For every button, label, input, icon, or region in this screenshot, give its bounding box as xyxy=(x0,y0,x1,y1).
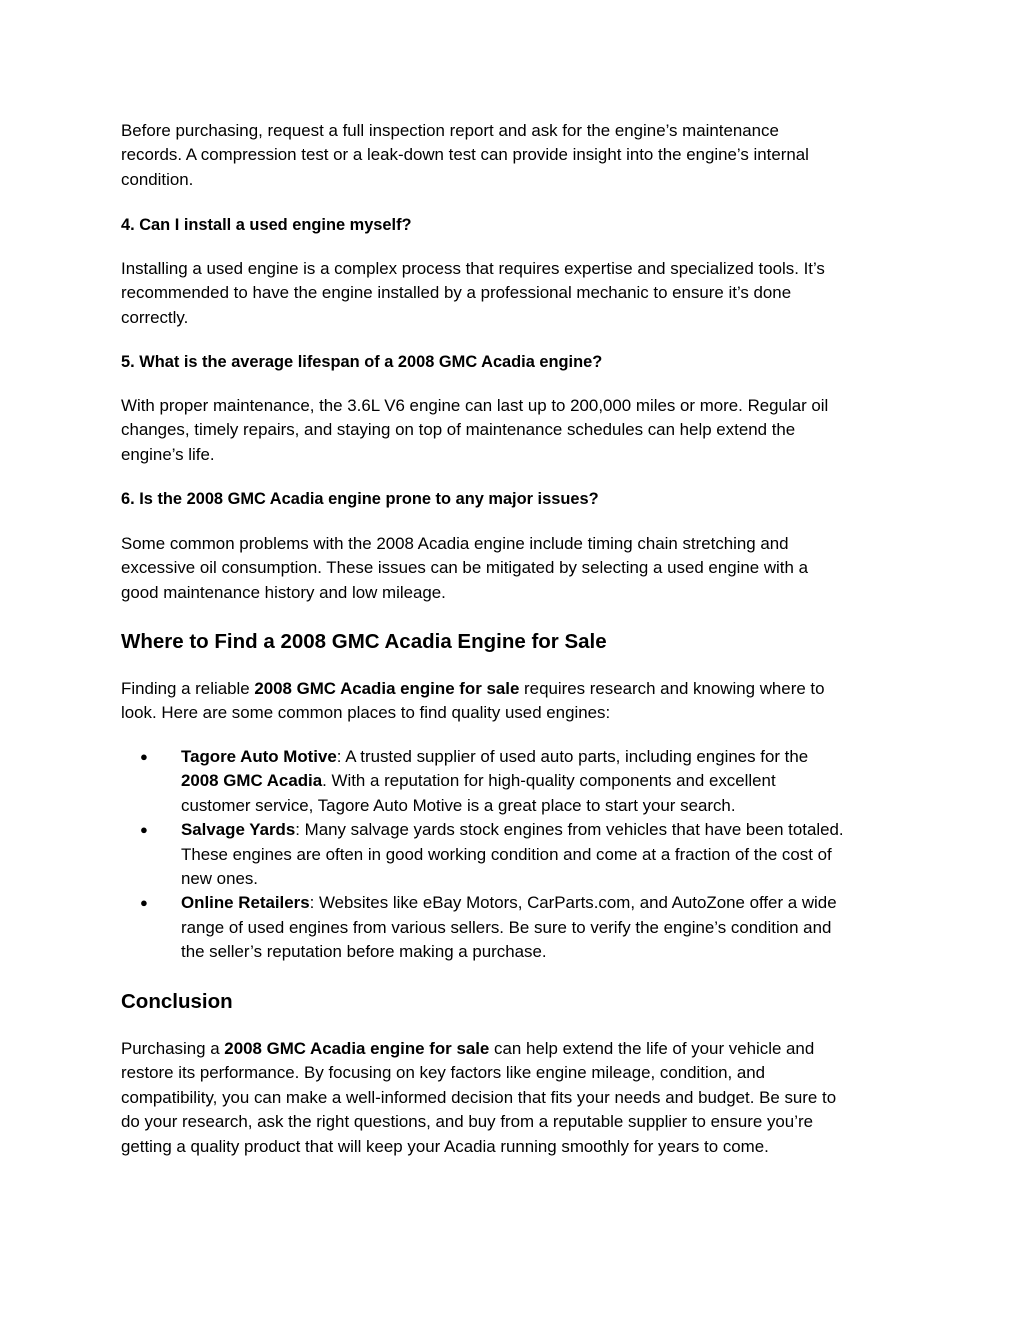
text-line: do your research, ask the right questions, and buy from a reputable supplier to ensure you’re xyxy=(121,1112,813,1132)
list-item-tagore xyxy=(121,745,921,818)
bullet-icon: ● xyxy=(140,822,148,838)
text-line xyxy=(121,1037,921,1061)
text-line: changes, timely repairs, and staying on top of maintenance schedules can help extend the xyxy=(121,420,796,440)
where-to-find-heading: Where to Find a 2008 GMC Acadia Engine for Sale xyxy=(121,630,607,653)
text-run: : Many salvage yards stock engines from vehicles that have been totaled. xyxy=(295,820,844,840)
list-item-online-retailers xyxy=(121,891,921,964)
text-line: compatibility, you can make a well-informed decision that fits your needs and budget. Be sure to xyxy=(121,1087,837,1107)
text-line: Installing a used engine is a complex process that requires expertise and specialized tools. It’s xyxy=(121,259,825,278)
text-run: . With a reputation for high-quality components and excellent xyxy=(322,771,776,791)
list-item-salvage-yards xyxy=(121,818,921,891)
text-run: Purchasing a xyxy=(121,1039,225,1058)
faq-question-5: 5. What is the average lifespan of a 2008 GMC Acadia engine? xyxy=(121,353,603,371)
faq-answer-6 xyxy=(121,532,921,605)
text-line: new ones. xyxy=(181,869,258,889)
bullet-icon: ● xyxy=(140,895,148,911)
text-line: condition. xyxy=(121,169,194,189)
text-line: engine’s life. xyxy=(121,444,215,464)
inspection-paragraph xyxy=(121,119,921,192)
text-line: getting a quality product that will keep your Acadia running smoothly for years to come. xyxy=(121,1136,769,1156)
bold-keyword: 2008 GMC Acadia engine for sale xyxy=(254,679,520,698)
bold-keyword: 2008 GMC Acadia xyxy=(181,771,323,791)
text-line: look. Here are some common places to find quality used engines: xyxy=(121,703,611,723)
text-line: These engines are often in good working condition and come at a fraction of the cost of xyxy=(181,844,832,864)
text-line: correctly. xyxy=(121,307,189,327)
text-line: range of used engines from various sellers. Be sure to verify the engine’s condition and xyxy=(181,917,832,937)
faq-question-6: 6. Is the 2008 GMC Acadia engine prone to any major issues? xyxy=(121,490,599,508)
source-name: Online Retailers xyxy=(181,893,310,913)
text-run: requires research and knowing where to xyxy=(519,679,825,698)
faq-answer-5 xyxy=(121,394,921,467)
text-line: good maintenance history and low mileage. xyxy=(121,582,446,602)
text-line: Some common problems with the 2008 Acadia engine include timing chain stretching and xyxy=(121,534,789,553)
text-line: Before purchasing, request a full inspection report and ask for the engine’s maintenance xyxy=(121,121,779,140)
text-run: can help extend the life of your vehicle and xyxy=(489,1039,815,1058)
text-line: records. A compression test or a leak-down test can provide insight into the engine’s internal xyxy=(121,145,809,165)
sources-list xyxy=(121,745,921,965)
text-line: customer service, Tagore Auto Motive is a great place to start your search. xyxy=(181,795,736,815)
source-name: Tagore Auto Motive xyxy=(181,747,337,766)
text-line xyxy=(181,891,921,915)
text-line xyxy=(121,677,921,701)
faq-question-4: 4. Can I install a used engine myself? xyxy=(121,216,412,234)
text-line xyxy=(181,745,921,769)
text-line: With proper maintenance, the 3.6L V6 engine can last up to 200,000 miles or more. Regular oil xyxy=(121,396,829,415)
text-line xyxy=(181,769,921,793)
text-line: excessive oil consumption. These issues can be mitigated by selecting a used engine with a xyxy=(121,558,808,578)
bullet-icon: ● xyxy=(140,749,148,764)
text-run: : A trusted supplier of used auto parts, including engines for the xyxy=(336,747,809,766)
text-line: restore its performance. By focusing on key factors like engine mileage, condition, and xyxy=(121,1063,766,1083)
faq-answer-4 xyxy=(121,257,921,330)
bold-keyword: 2008 GMC Acadia engine for sale xyxy=(224,1039,490,1058)
where-intro-paragraph xyxy=(121,677,921,726)
text-line xyxy=(181,818,921,842)
text-run: Finding a reliable xyxy=(121,679,255,698)
conclusion-heading: Conclusion xyxy=(121,990,233,1013)
source-name: Salvage Yards xyxy=(181,820,296,840)
text-line: the seller’s reputation before making a purchase. xyxy=(181,942,547,962)
text-line: recommended to have the engine installed by a professional mechanic to ensure it’s done xyxy=(121,283,792,303)
text-run: : Websites like eBay Motors, CarParts.com, and AutoZone offer a wide xyxy=(309,893,837,913)
conclusion-paragraph xyxy=(121,1037,921,1159)
